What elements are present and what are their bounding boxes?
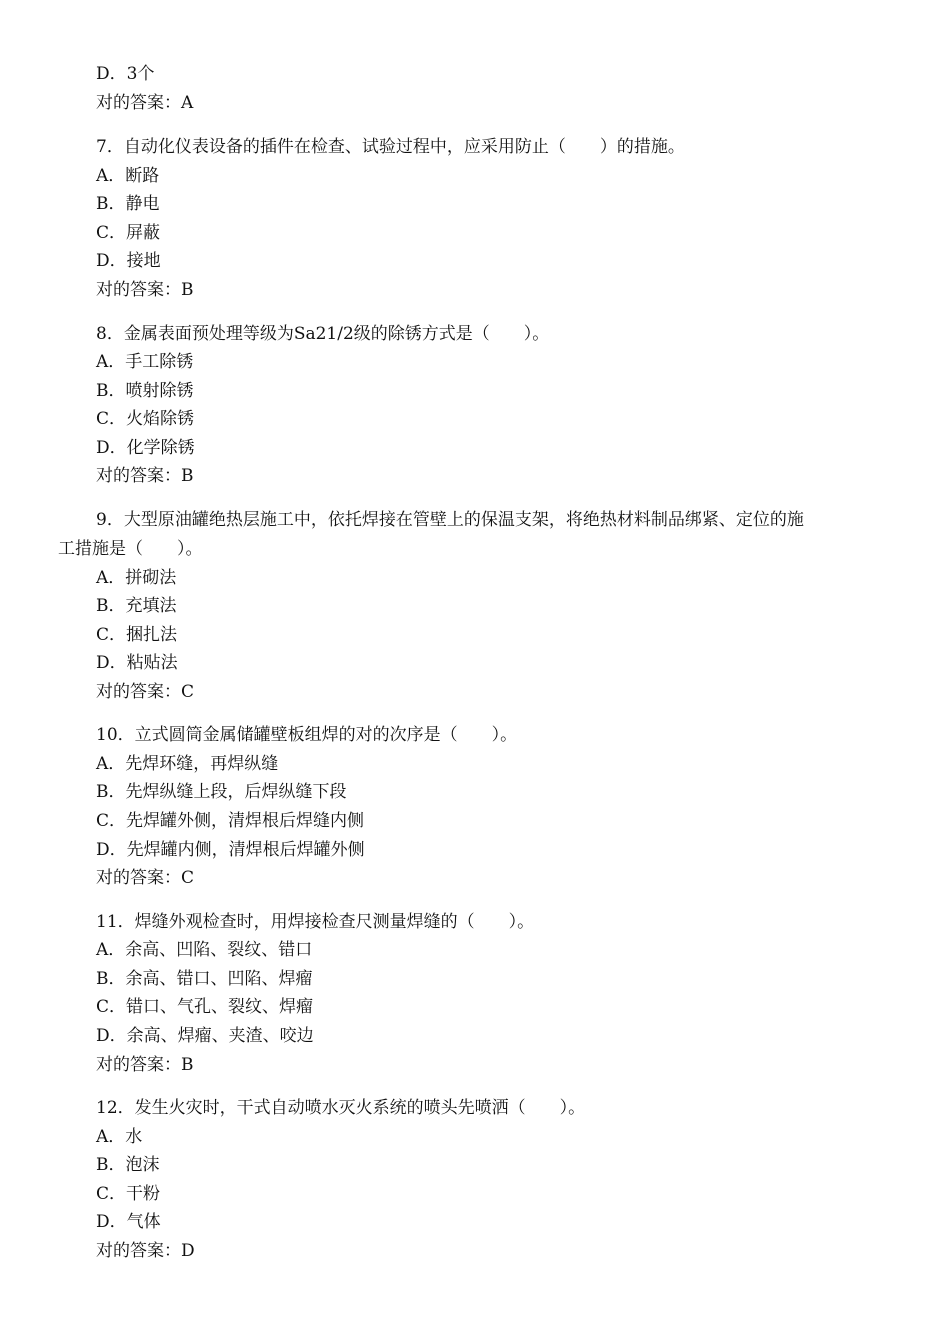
text-line: A．余高、凹陷、裂纹、错口	[96, 940, 313, 960]
text-line: 11．焊缝外观检查时，用焊接检查尺测量焊缝的（ ）。	[96, 912, 535, 932]
text-line: 12．发生火灾时，干式自动喷水灭火系统的喷头先喷洒（ ）。	[96, 1098, 586, 1118]
text-line: B．喷射除锈	[96, 381, 194, 401]
text-line: C．捆扎法	[96, 625, 178, 645]
text-line: 9．大型原油罐绝热层施工中，依托焊接在管壁上的保温支架，将绝热材料制品绑紧、定位的施	[96, 510, 804, 530]
text-line: B．先焊纵缝上段，后焊纵缝下段	[96, 782, 347, 802]
text-line: A．断路	[96, 166, 160, 186]
text-line: D．接地	[96, 251, 161, 271]
text-line: C．先焊罐外侧，清焊根后焊缝内侧	[96, 811, 365, 831]
text-line: D．粘贴法	[96, 653, 178, 673]
text-line: 对的答案：B	[96, 466, 194, 486]
text-line: A．拼砌法	[96, 568, 177, 588]
text-line: D．先焊罐内侧，清焊根后焊罐外侧	[96, 840, 365, 860]
text-line: 对的答案：B	[96, 1055, 194, 1075]
text-line: B．静电	[96, 194, 160, 214]
text-line: 对的答案：C	[96, 868, 195, 888]
text-line: B．余高、错口、凹陷、焊瘤	[96, 969, 313, 989]
text-line: 工措施是（ ）。	[58, 539, 203, 559]
text-line: 对的答案：C	[96, 682, 195, 702]
text-line: 对的答案：A	[96, 93, 194, 113]
text-line: C．错口、气孔、裂纹、焊瘤	[96, 997, 314, 1017]
text-line: B．泡沫	[96, 1155, 160, 1175]
text-line: A．水	[96, 1127, 143, 1147]
text-line: 7．自动化仪表设备的插件在检查、试验过程中，应采用防止（ ）的措施。	[96, 137, 685, 157]
text-line: D．化学除锈	[96, 438, 195, 458]
text-line: 10．立式圆筒金属储罐壁板组焊的对的次序是（ ）。	[96, 725, 518, 745]
text-line: A．手工除锈	[96, 352, 194, 372]
text-line: C．干粉	[96, 1184, 161, 1204]
text-line: 对的答案：B	[96, 280, 194, 300]
text-line: 对的答案：D	[96, 1241, 195, 1261]
text-line: D．3个	[96, 64, 155, 84]
text-line: C．火焰除锈	[96, 409, 195, 429]
text-line: C．屏蔽	[96, 223, 161, 243]
text-line: D．气体	[96, 1212, 161, 1232]
text-line: D．余高、焊瘤、夹渣、咬边	[96, 1026, 314, 1046]
text-line: 8．金属表面预处理等级为Sa21/2级的除锈方式是（ ）。	[96, 324, 550, 344]
text-line: B．充填法	[96, 596, 177, 616]
text-line: A．先焊环缝，再焊纵缝	[96, 754, 279, 774]
